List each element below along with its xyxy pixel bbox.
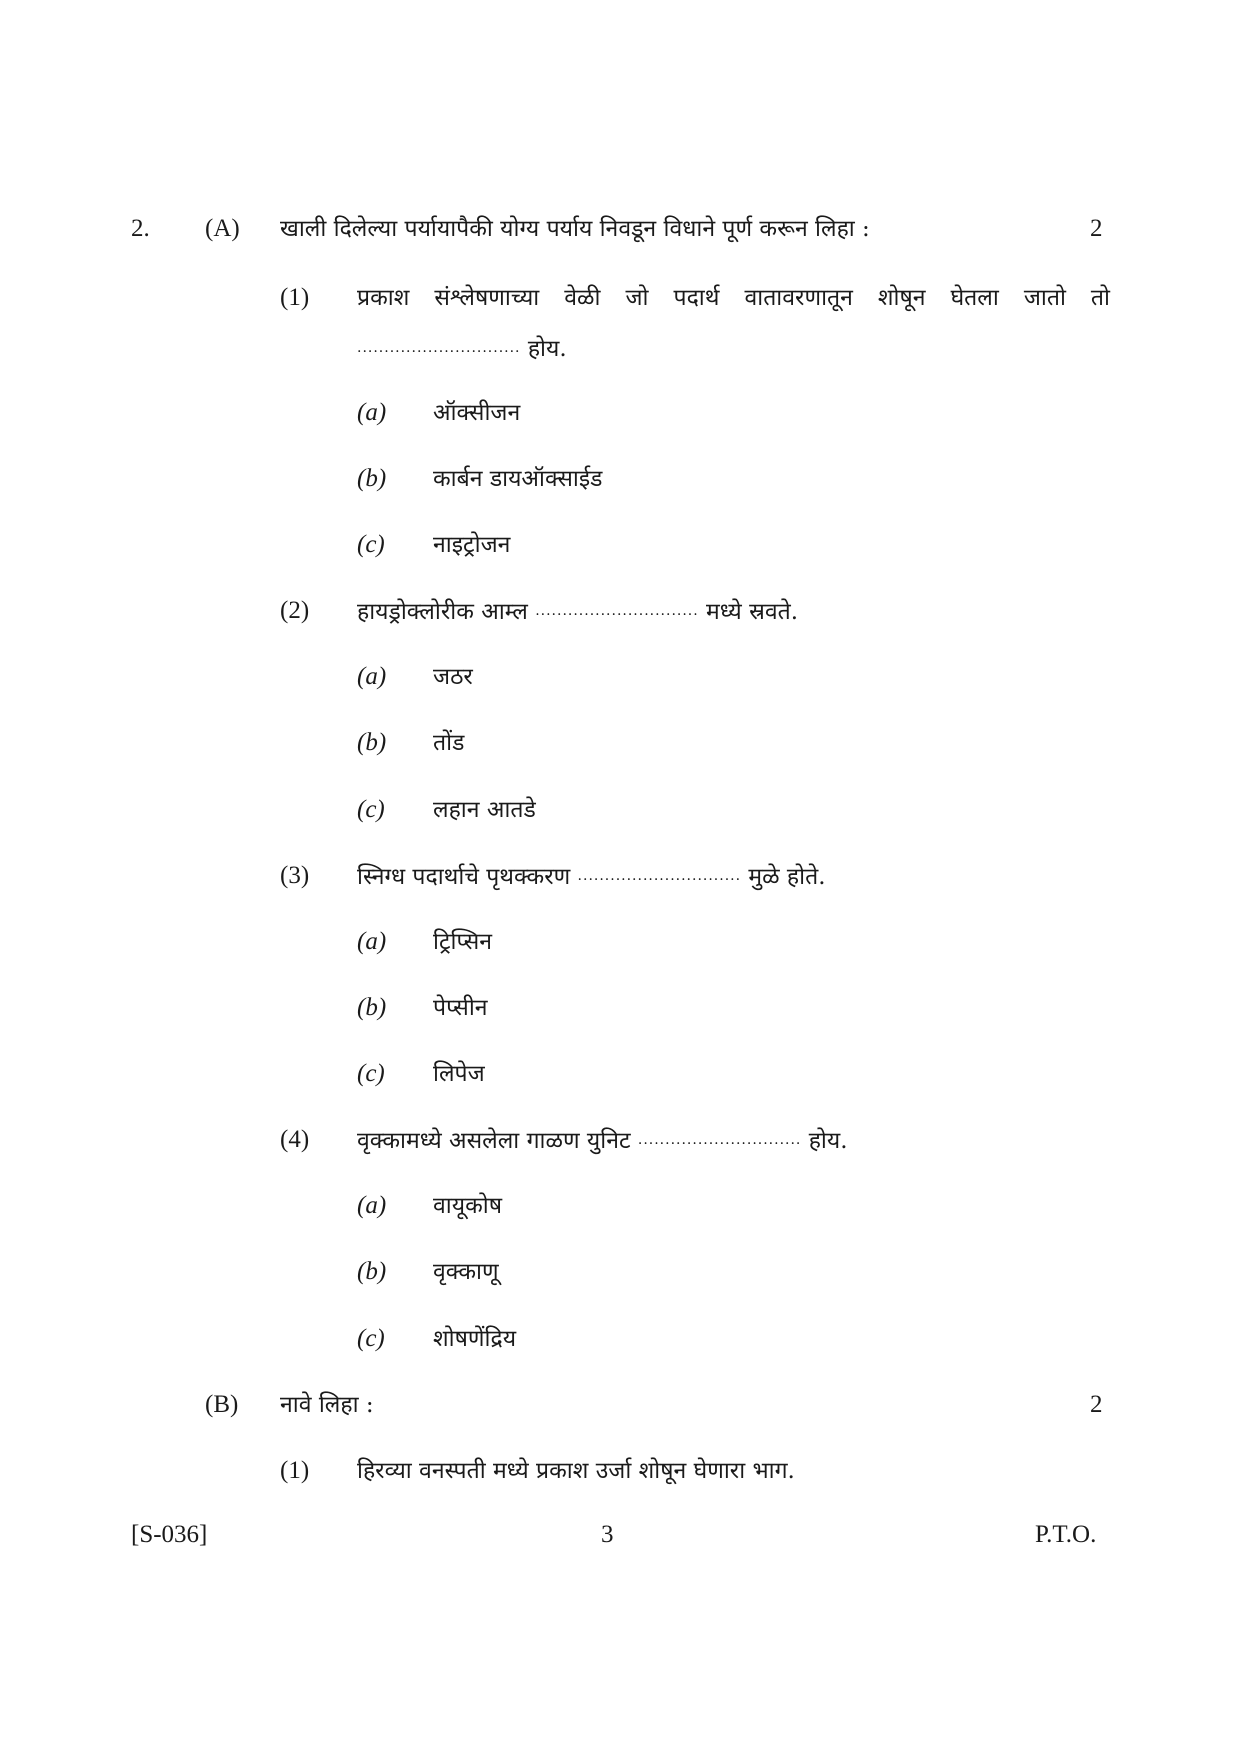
item-number: (1): [280, 284, 310, 311]
option-text: पेप्सीन: [433, 995, 488, 1021]
fill-blank: ..............................: [357, 340, 521, 356]
item-4-before: वृक्कामध्ये असलेला गाळण युनिट: [357, 1128, 631, 1154]
option-text: वृक्काणू: [433, 1259, 499, 1285]
section-a-marks: 2: [1090, 215, 1103, 242]
option-text: जठर: [433, 664, 473, 690]
item-3-text: [357, 861, 826, 892]
item-number: (1): [280, 1457, 310, 1484]
item-number: (3): [280, 862, 310, 889]
option-label: (c): [357, 796, 385, 823]
fill-blank: ..............................: [535, 603, 699, 619]
option-label: (c): [357, 1060, 385, 1087]
option-text: लिपेज: [433, 1061, 485, 1087]
option-label: (a): [357, 928, 387, 955]
section-a-instruction: खाली दिलेल्या पर्यायापैकी योग्य पर्याय निवडून विधाने पूर्ण करून लिहा :: [280, 216, 870, 242]
item-number: (2): [280, 597, 310, 624]
option-text: नाइट्रोजन: [433, 532, 511, 558]
option-text: कार्बन डायऑक्साईड: [433, 466, 603, 492]
item-4-text: [357, 1125, 848, 1156]
option-text: वायूकोष: [433, 1193, 502, 1219]
option-label: (b): [357, 465, 387, 492]
option-label: (c): [357, 1325, 385, 1352]
item-2-after: मध्ये स्रवते.: [706, 599, 799, 625]
option-label: (a): [357, 663, 387, 690]
option-label: (b): [357, 729, 387, 756]
option-label: (a): [357, 1192, 387, 1219]
option-label: (b): [357, 1258, 387, 1285]
question-number: 2.: [131, 215, 150, 242]
option-text: लहान आतडे: [433, 797, 536, 823]
option-text: शोषणेंद्रिय: [433, 1326, 517, 1352]
item-3-after: मुळे होते.: [748, 864, 826, 890]
section-b-item-1-text: हिरव्या वनस्पती मध्ये प्रकाश उर्जा शोषून घेणारा भाग.: [357, 1458, 795, 1484]
option-text: ट्रिप्सिन: [433, 929, 493, 955]
item-1-text-line1: प्रकाश संश्लेषणाच्या वेळी जो पदार्थ वातावरणातून शोषून घेतला जातो तो: [357, 285, 1110, 311]
section-a-label: (A): [205, 215, 240, 242]
item-2-before: हायड्रोक्लोरीक आम्ल: [357, 599, 528, 625]
fill-blank: ..............................: [637, 1132, 802, 1148]
item-4-after: होय.: [808, 1128, 848, 1154]
option-label: (c): [357, 531, 385, 558]
option-text: ऑक्सीजन: [433, 400, 521, 426]
page-number: 3: [601, 1521, 614, 1548]
pto-note: P.T.O.: [1035, 1521, 1097, 1548]
item-1-after: होय.: [527, 336, 567, 362]
section-b-marks: 2: [1090, 1391, 1103, 1418]
option-label: (b): [357, 994, 387, 1021]
section-b-label: (B): [205, 1391, 239, 1418]
item-3-before: स्निग्ध पदार्थाचे पृथक्करण: [357, 864, 571, 890]
section-b-instruction: नावे लिहा :: [280, 1392, 374, 1418]
option-text: तोंड: [433, 730, 465, 756]
item-1-line2: [357, 333, 567, 364]
paper-code: [S-036]: [131, 1521, 208, 1548]
item-number: (4): [280, 1126, 310, 1153]
item-2-text: [357, 596, 798, 627]
option-label: (a): [357, 399, 387, 426]
fill-blank: ..............................: [577, 868, 742, 884]
